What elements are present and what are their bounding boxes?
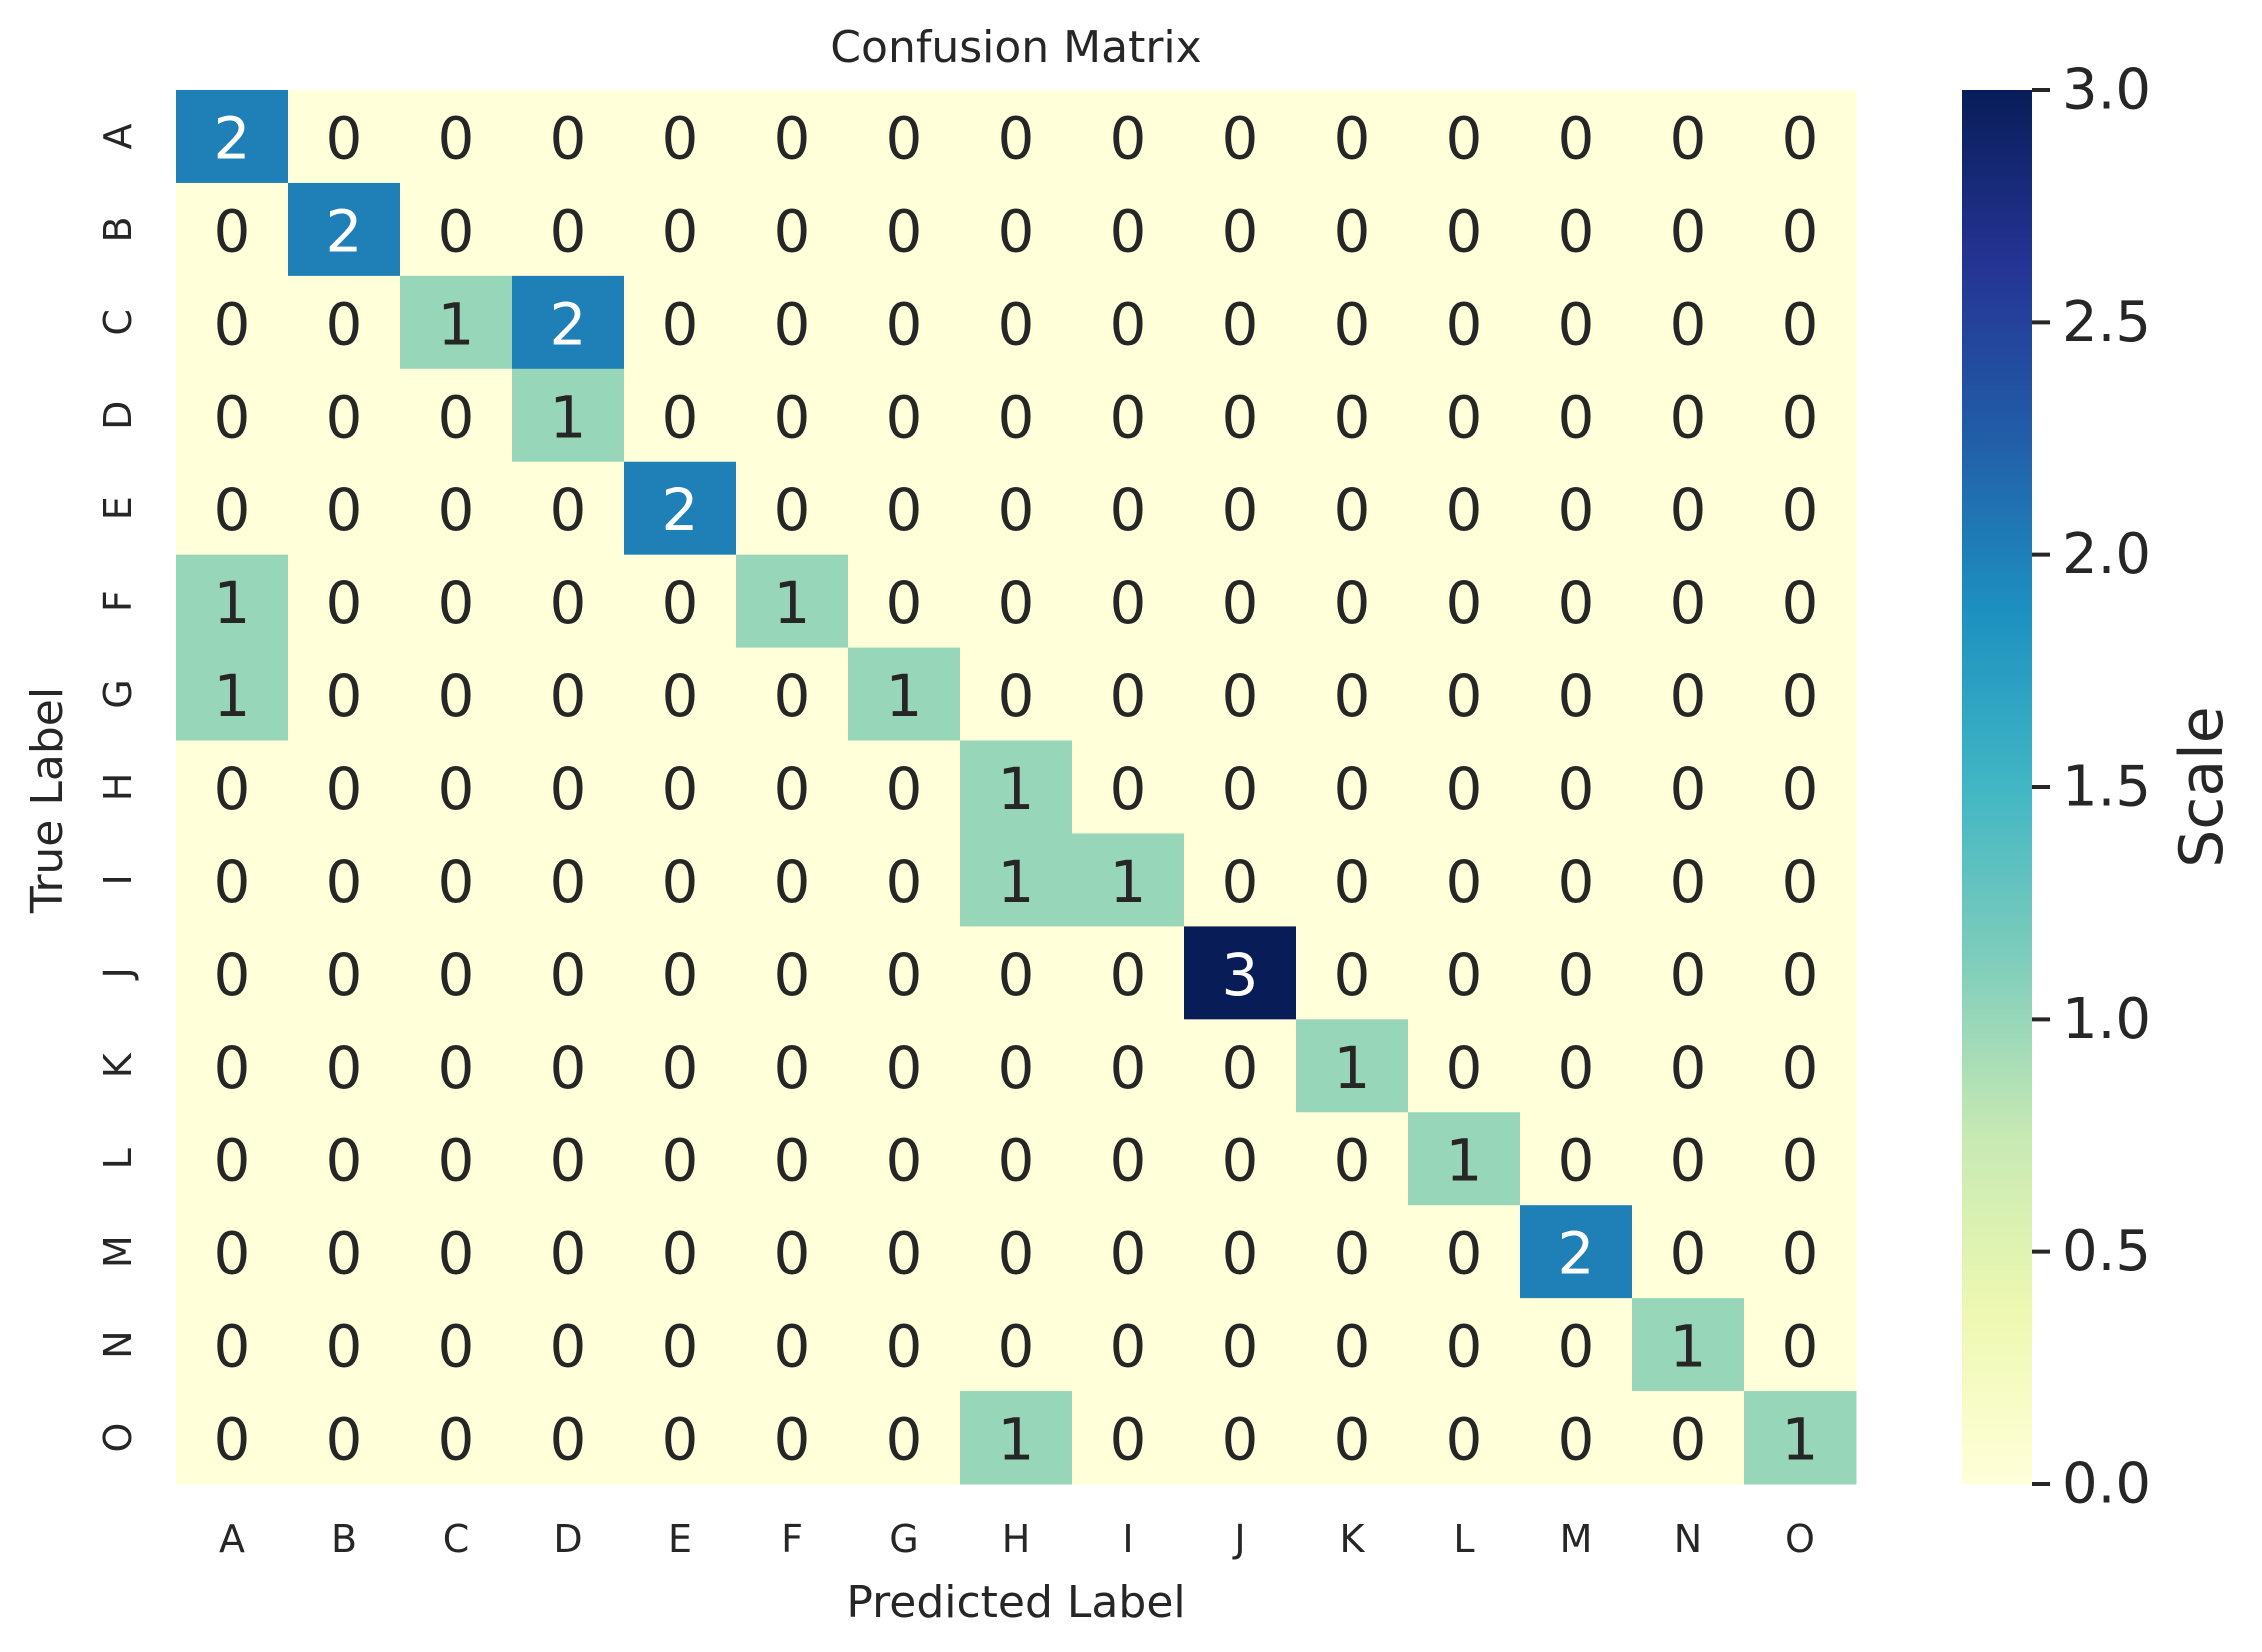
cell-value-label: 0 (325, 1126, 363, 1195)
cell-value-label: 0 (1445, 847, 1483, 916)
cell-value-label: 0 (549, 1033, 587, 1102)
cell-value-label: 0 (997, 104, 1035, 173)
cell-value-label: 0 (1781, 1219, 1819, 1288)
cell-value-label: 0 (661, 290, 699, 359)
cell-value-label: 0 (1557, 1312, 1595, 1381)
cell-value-label: 0 (1221, 569, 1259, 638)
cell-value-label: 0 (1669, 569, 1707, 638)
cell-value-label: 0 (1221, 1405, 1259, 1474)
cell-value-label: 2 (1557, 1219, 1595, 1288)
cell-value-label: 0 (437, 940, 475, 1009)
cell-value-label: 0 (1221, 847, 1259, 916)
y-tick-label: O (96, 1422, 140, 1453)
cell-value-label: 0 (885, 290, 923, 359)
x-tick-labels (219, 1517, 1815, 1561)
cell-value-label: 0 (1221, 662, 1259, 731)
cell-value-label: 0 (1221, 383, 1259, 452)
cell-value-label: 0 (661, 940, 699, 1009)
cell-value-label: 0 (885, 1033, 923, 1102)
cell-value-label: 0 (1333, 755, 1371, 823)
cell-value-label: 0 (773, 290, 811, 359)
cell-value-label: 0 (213, 290, 251, 359)
cell-value-label: 0 (1333, 940, 1371, 1009)
cell-value-label: 1 (1669, 1312, 1707, 1381)
cell-value-label: 0 (437, 1405, 475, 1474)
cell-value-label: 0 (1781, 383, 1819, 452)
cell-value-label: 0 (213, 1312, 251, 1381)
cell-value-label: 0 (1557, 290, 1595, 359)
cell-value-label: 0 (325, 383, 363, 452)
cell-value-label: 0 (1445, 1405, 1483, 1474)
cell-value-label: 0 (997, 383, 1035, 452)
x-tick-label: J (1234, 1517, 1246, 1561)
cell-value-label: 0 (1669, 755, 1707, 823)
cell-value-label: 0 (549, 1219, 587, 1288)
cell-value-label: 0 (437, 1312, 475, 1381)
y-tick-label: K (96, 1053, 140, 1079)
cell-value-label: 0 (1221, 755, 1259, 823)
cell-value-label: 0 (885, 755, 923, 823)
cell-value-label: 0 (885, 1126, 923, 1195)
cell-value-label: 0 (1781, 569, 1819, 638)
cell-value-label: 0 (1333, 383, 1371, 452)
x-tick-label: A (219, 1517, 245, 1561)
cell-value-label: 0 (325, 290, 363, 359)
cell-value-label: 3 (1221, 940, 1259, 1009)
cell-value-label: 0 (1669, 662, 1707, 731)
cell-value-label: 0 (549, 1126, 587, 1195)
cell-value-label: 1 (997, 755, 1035, 823)
cell-value-label: 0 (1333, 662, 1371, 731)
cell-value-label: 0 (437, 1126, 475, 1195)
cell-value-label: 0 (1109, 662, 1147, 731)
cell-value-label: 0 (1221, 476, 1259, 545)
x-tick-label: F (781, 1517, 803, 1561)
y-tick-label: L (96, 1148, 140, 1170)
x-tick-label: H (1001, 1517, 1031, 1561)
cell-value-label: 0 (437, 1033, 475, 1102)
cell-value-label: 0 (1109, 1405, 1147, 1474)
cell-value-label: 0 (885, 104, 923, 173)
cell-value-label: 0 (1445, 755, 1483, 823)
colorbar-tick-label: 1.5 (2062, 754, 2152, 820)
cell-value-label: 0 (1109, 197, 1147, 266)
cell-value-label: 0 (1221, 1126, 1259, 1195)
cell-value-label: 0 (213, 1033, 251, 1102)
cell-value-label: 0 (213, 1405, 251, 1474)
cell-value-label: 0 (437, 1219, 475, 1288)
cell-value-label: 0 (1445, 1033, 1483, 1102)
cell-value-label: 1 (1781, 1405, 1819, 1474)
cell-value-label: 0 (997, 1219, 1035, 1288)
x-axis-label: Predicted Label (846, 1577, 1186, 1628)
cell-value-label: 0 (1109, 755, 1147, 823)
cell-value-label: 0 (213, 383, 251, 452)
cell-value-label: 0 (885, 1219, 923, 1288)
y-tick-label: H (96, 772, 140, 802)
cell-value-label: 0 (661, 104, 699, 173)
cell-value-label: 0 (661, 1219, 699, 1288)
cell-value-label: 0 (325, 1312, 363, 1381)
cell-value-label: 0 (1221, 197, 1259, 266)
cell-value-label: 0 (997, 290, 1035, 359)
cell-value-label: 0 (885, 383, 923, 452)
cell-value-label: 0 (1445, 290, 1483, 359)
cell-value-label: 0 (773, 1312, 811, 1381)
x-tick-label: I (1122, 1517, 1134, 1561)
cell-value-label: 0 (437, 197, 475, 266)
cell-value-label: 0 (1781, 104, 1819, 173)
cell-value-label: 0 (1557, 1126, 1595, 1195)
cell-value-label: 0 (885, 1312, 923, 1381)
x-tick-label: N (1673, 1517, 1703, 1561)
cell-value-label: 0 (1669, 1126, 1707, 1195)
cell-value-label: 0 (1557, 383, 1595, 452)
cell-value-label: 0 (661, 197, 699, 266)
cell-value-label: 0 (997, 1312, 1035, 1381)
cell-value-label: 0 (213, 1219, 251, 1288)
cell-value-label: 0 (885, 847, 923, 916)
cell-value-label: 0 (1333, 104, 1371, 173)
cell-value-label: 0 (437, 476, 475, 545)
cell-value-label: 0 (213, 1126, 251, 1195)
cell-value-label: 0 (213, 755, 251, 823)
cell-value-label: 0 (1781, 847, 1819, 916)
cell-value-label: 0 (1109, 104, 1147, 173)
cell-value-label: 0 (1781, 197, 1819, 266)
cell-value-label: 0 (325, 569, 363, 638)
cell-value-label: 0 (773, 1405, 811, 1474)
cell-value-label: 0 (1109, 569, 1147, 638)
cell-value-label: 0 (1333, 1312, 1371, 1381)
colorbar-tick-label: 0.0 (2062, 1451, 2152, 1517)
cell-value-label: 0 (437, 755, 475, 823)
cell-value-label: 0 (549, 104, 587, 173)
cell-value-label: 0 (1669, 197, 1707, 266)
cell-value-label: 0 (997, 1033, 1035, 1102)
cell-value-label: 0 (1109, 1033, 1147, 1102)
cell-value-label: 0 (1669, 290, 1707, 359)
cell-value-label: 0 (885, 197, 923, 266)
cell-value-label: 0 (661, 569, 699, 638)
cell-value-label: 0 (1333, 290, 1371, 359)
cell-value-label: 0 (1669, 383, 1707, 452)
cell-value-label: 1 (1445, 1126, 1483, 1195)
cell-value-label: 0 (1221, 1033, 1259, 1102)
cell-value-label: 0 (1109, 1312, 1147, 1381)
cell-value-label: 0 (1221, 1312, 1259, 1381)
cell-value-label: 2 (549, 290, 587, 359)
cell-value-label: 0 (885, 940, 923, 1009)
cell-value-label: 0 (325, 847, 363, 916)
cell-value-label: 0 (325, 476, 363, 545)
cell-value-label: 1 (213, 569, 251, 638)
cell-value-label: 1 (437, 290, 475, 359)
cell-value-label: 0 (1333, 1219, 1371, 1288)
cell-value-label: 0 (1221, 1219, 1259, 1288)
colorbar (1962, 90, 2032, 1484)
cell-value-label: 0 (1781, 1126, 1819, 1195)
cell-value-label: 0 (1781, 1312, 1819, 1381)
cell-value-label: 0 (773, 847, 811, 916)
cell-value-label: 0 (997, 1126, 1035, 1195)
cell-value-label: 0 (1445, 1219, 1483, 1288)
cell-value-label: 0 (213, 476, 251, 545)
cell-value-label: 0 (773, 1219, 811, 1288)
cell-value-label: 0 (437, 383, 475, 452)
y-tick-label: J (96, 967, 140, 979)
cell-value-label: 0 (325, 1033, 363, 1102)
y-tick-label: G (96, 679, 140, 709)
cell-value-label: 0 (1109, 290, 1147, 359)
cell-value-label: 0 (1109, 476, 1147, 545)
cell-value-label: 0 (325, 104, 363, 173)
x-tick-label: L (1453, 1517, 1475, 1561)
y-tick-label: F (96, 590, 140, 613)
cell-value-label: 0 (1333, 197, 1371, 266)
cell-value-label: 0 (1333, 1126, 1371, 1195)
x-tick-label: K (1339, 1517, 1365, 1561)
cell-value-label: 0 (325, 1405, 363, 1474)
cell-value-label: 0 (549, 1405, 587, 1474)
cell-value-label: 0 (773, 755, 811, 823)
y-tick-label: C (96, 309, 140, 336)
colorbar-ticks (2032, 58, 2151, 1517)
cell-value-label: 0 (1781, 940, 1819, 1009)
cell-value-label: 0 (997, 662, 1035, 731)
colorbar-tick-label: 3.0 (2062, 57, 2152, 123)
cell-value-label: 0 (1109, 1219, 1147, 1288)
cell-value-label: 0 (1109, 940, 1147, 1009)
cell-value-label: 0 (1445, 940, 1483, 1009)
cell-value-label: 0 (549, 940, 587, 1009)
cell-value-label: 0 (1557, 104, 1595, 173)
colorbar-tick-label: 0.5 (2062, 1219, 2152, 1285)
cell-value-label: 0 (325, 755, 363, 823)
cell-value-label: 0 (213, 847, 251, 916)
y-tick-labels (96, 123, 140, 1452)
cell-value-label: 0 (661, 662, 699, 731)
cell-value-label: 0 (661, 847, 699, 916)
cell-value-label: 1 (549, 383, 587, 452)
heatmap-cells (176, 90, 1857, 1485)
cell-value-label: 0 (1445, 476, 1483, 545)
cell-value-label: 0 (1445, 1312, 1483, 1381)
cell-value-label: 0 (1669, 847, 1707, 916)
cell-value-label: 0 (1669, 1405, 1707, 1474)
cell-value-label: 0 (773, 383, 811, 452)
cell-value-label: 0 (1669, 104, 1707, 173)
x-tick-label: B (330, 1517, 358, 1561)
cell-value-label: 0 (773, 197, 811, 266)
cell-value-label: 0 (1557, 847, 1595, 916)
cell-value-label: 0 (549, 476, 587, 545)
cell-value-label: 0 (1557, 1405, 1595, 1474)
cell-value-label: 1 (1333, 1033, 1371, 1102)
colorbar-tick-label: 2.5 (2062, 289, 2152, 355)
y-tick-label: A (96, 123, 140, 150)
cell-value-label: 0 (1445, 197, 1483, 266)
cell-value-label: 0 (549, 662, 587, 731)
cell-value-label: 1 (997, 847, 1035, 916)
y-tick-label: B (96, 216, 140, 243)
cell-value-label: 0 (325, 662, 363, 731)
cell-value-label: 0 (549, 1312, 587, 1381)
cell-value-label: 0 (773, 476, 811, 545)
x-tick-label: M (1559, 1517, 1593, 1561)
x-tick-label: E (667, 1517, 693, 1561)
cell-value-label: 0 (1781, 662, 1819, 731)
cell-value-label: 0 (661, 755, 699, 823)
y-tick-label: N (96, 1330, 140, 1359)
cell-value-label: 0 (661, 1126, 699, 1195)
cell-value-label: 0 (549, 569, 587, 638)
cell-value-label: 0 (997, 940, 1035, 1009)
y-tick-label: E (96, 496, 140, 521)
cell-value-label: 0 (1557, 1033, 1595, 1102)
cell-value-label: 0 (661, 383, 699, 452)
cell-value-label: 0 (773, 104, 811, 173)
cell-value-label: 0 (549, 755, 587, 823)
cell-value-label: 0 (437, 569, 475, 638)
cell-value-label: 0 (213, 197, 251, 266)
cell-value-label: 0 (661, 1033, 699, 1102)
cell-value-label: 0 (1333, 1405, 1371, 1474)
x-tick-label: G (889, 1517, 919, 1561)
cell-value-label: 0 (773, 940, 811, 1009)
cell-value-label: 0 (1781, 1033, 1819, 1102)
cell-value-label: 0 (1557, 662, 1595, 731)
cell-value-label: 1 (213, 662, 251, 731)
chart-title: Confusion Matrix (830, 22, 1202, 73)
cell-value-label: 0 (1557, 940, 1595, 1009)
cell-value-label: 0 (1221, 290, 1259, 359)
cell-value-label: 0 (661, 1312, 699, 1381)
cell-value-label: 0 (773, 1126, 811, 1195)
cell-value-label: 0 (1557, 755, 1595, 823)
cell-value-label: 2 (213, 104, 251, 173)
cell-value-label: 0 (1109, 1126, 1147, 1195)
cell-value-label: 0 (1445, 569, 1483, 638)
cell-value-label: 0 (325, 1219, 363, 1288)
cell-value-label: 0 (661, 1405, 699, 1474)
cell-value-label: 0 (1333, 847, 1371, 916)
cell-value-label: 0 (885, 1405, 923, 1474)
cell-value-label: 0 (1333, 569, 1371, 638)
cell-value-label: 0 (549, 847, 587, 916)
cell-value-label: 0 (885, 476, 923, 545)
cell-value-label: 0 (1333, 476, 1371, 545)
cell-value-label: 0 (437, 662, 475, 731)
cell-value-label: 0 (437, 847, 475, 916)
cell-value-label: 0 (1669, 940, 1707, 1009)
cell-value-label: 0 (1445, 662, 1483, 731)
cell-value-label: 0 (773, 662, 811, 731)
cell-value-label: 0 (1557, 197, 1595, 266)
cell-value-label: 0 (437, 104, 475, 173)
cell-value-label: 2 (325, 197, 363, 266)
cell-value-label: 0 (1781, 476, 1819, 545)
colorbar-tick-label: 2.0 (2062, 522, 2152, 588)
cell-value-label: 0 (1557, 476, 1595, 545)
cell-value-label: 1 (1109, 847, 1147, 916)
cell-value-label: 0 (549, 197, 587, 266)
cell-value-label: 0 (1669, 476, 1707, 545)
cell-value-label: 0 (773, 1033, 811, 1102)
cell-value-label: 0 (1109, 383, 1147, 452)
cell-value-label: 0 (1781, 755, 1819, 823)
cell-value-label: 0 (1445, 104, 1483, 173)
y-tick-label: D (96, 400, 140, 430)
colorbar-tick-label: 1.0 (2062, 986, 2152, 1052)
cell-value-label: 0 (1669, 1219, 1707, 1288)
cell-value-label: 0 (1669, 1033, 1707, 1102)
y-axis-label: True Label (22, 686, 73, 914)
cell-value-label: 1 (885, 662, 923, 731)
cell-value-label: 0 (885, 569, 923, 638)
cell-value-label: 0 (997, 476, 1035, 545)
cell-value-label: 0 (325, 940, 363, 1009)
cell-value-label: 0 (997, 569, 1035, 638)
cell-value-label: 2 (661, 476, 699, 545)
cell-value-label: 0 (1445, 383, 1483, 452)
colorbar-label: Scale (2167, 706, 2237, 868)
cell-value-label: 0 (213, 940, 251, 1009)
cell-value-label: 1 (773, 569, 811, 638)
cell-value-label: 0 (997, 197, 1035, 266)
x-tick-label: O (1785, 1517, 1815, 1561)
cell-value-label: 0 (1781, 290, 1819, 359)
cell-value-label: 1 (997, 1405, 1035, 1474)
cell-value-label: 0 (1557, 569, 1595, 638)
x-tick-label: D (553, 1517, 583, 1561)
y-tick-label: I (96, 874, 140, 886)
cell-value-label: 0 (1221, 104, 1259, 173)
x-tick-label: C (442, 1517, 470, 1561)
y-tick-label: M (96, 1235, 140, 1269)
